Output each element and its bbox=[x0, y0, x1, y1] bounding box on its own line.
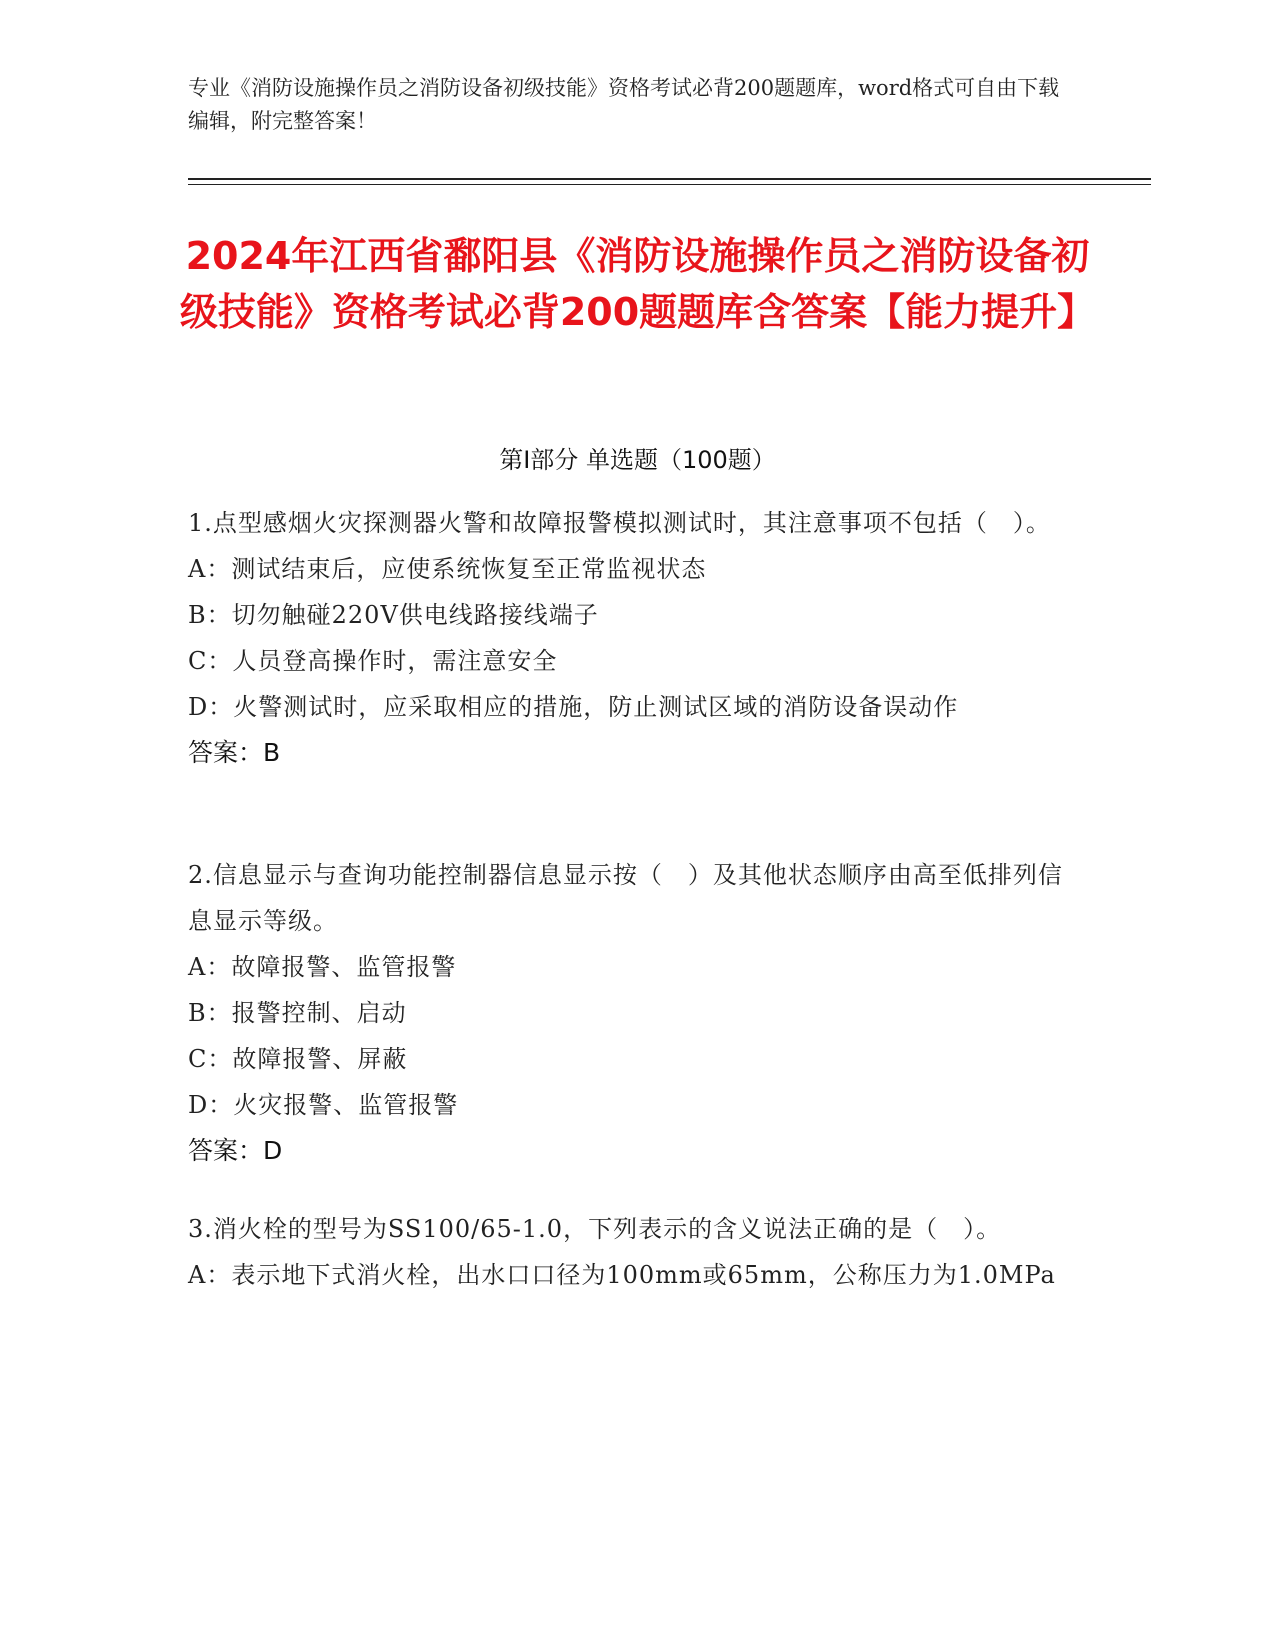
header-divider-thick bbox=[188, 178, 1151, 180]
option-a: A：故障报警、监管报警 bbox=[188, 953, 457, 981]
question-stem: 1.点型感烟火灾探测器火警和故障报警模拟测试时，其注意事项不包括（ ）。 bbox=[188, 509, 1051, 537]
option-c: C：人员登高操作时，需注意安全 bbox=[188, 647, 558, 675]
question-1 bbox=[188, 500, 1078, 776]
question-3 bbox=[188, 1206, 1078, 1298]
option-c: C：故障报警、屏蔽 bbox=[188, 1045, 408, 1073]
option-a: A：表示地下式消火栓，出水口口径为100mm或65mm，公称压力为1.0MPa bbox=[188, 1261, 1056, 1289]
header-divider-thin bbox=[188, 184, 1151, 185]
option-d: D：火警测试时，应采取相应的措施，防止测试区域的消防设备误动作 bbox=[188, 693, 959, 721]
option-b: B：切勿触碰220V供电线路接线端子 bbox=[188, 601, 599, 629]
answer: 答案：B bbox=[188, 738, 281, 767]
question-stem: 2.信息显示与查询功能控制器信息显示按（ ）及其他状态顺序由高至低排列信息显示等级。 bbox=[188, 861, 1063, 935]
option-a: A：测试结束后，应使系统恢复至正常监视状态 bbox=[188, 555, 707, 583]
option-b: B：报警控制、启动 bbox=[188, 999, 407, 1027]
header-note: 专业《消防设施操作员之消防设备初级技能》资格考试必背200题题库，word格式可自由下载编辑，附完整答案！ bbox=[188, 76, 1060, 133]
question-2 bbox=[188, 852, 1078, 1174]
answer: 答案：D bbox=[188, 1136, 283, 1165]
document-title: 2024年江西省鄱阳县《消防设施操作员之消防设备初级技能》资格考试必背200题题库含答案【能力提升】 bbox=[179, 234, 1096, 334]
section-heading: 第Ⅰ部分 单选题（100题） bbox=[499, 446, 776, 474]
option-d: D：火灾报警、监管报警 bbox=[188, 1091, 459, 1119]
question-stem: 3.消火栓的型号为SS100/65-1.0，下列表示的含义说法正确的是（ ）。 bbox=[188, 1215, 1002, 1243]
